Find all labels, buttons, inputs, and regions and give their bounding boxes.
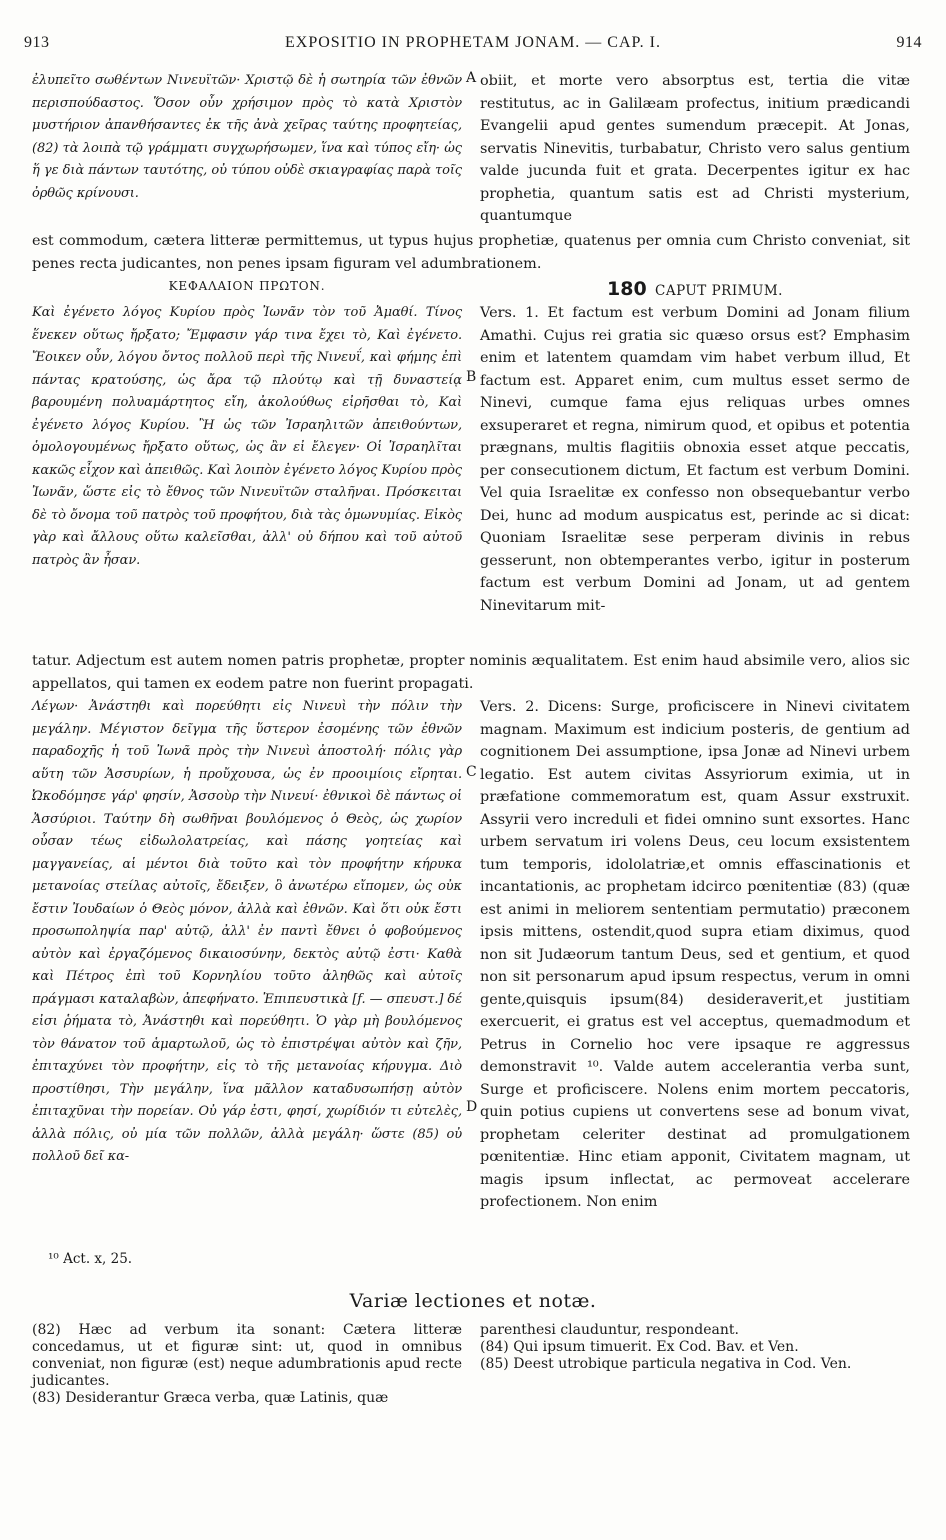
note-85: (85) Deest utrobique particula negativa in Cod. Ven. <box>480 1356 852 1372</box>
section1-latin-text: Vers. 1. Et factum est verbum Domini ad Jonam filium Amathi. Cujus rei gratia sic quæso orsus est? Emphasim enim et latentem quamdam vim habet verbum illud, Et factum est. Apparet enim, cum multus esset sermo de Ninevi, cumque fama ejus reliquas urbes omnes exsuperaret et regna, nimirum quod, et opibus et potentia prægnans, multis flagitiis obnoxia esset atque peccatis, per consecutionem dictum, Et factum est verbum Domini. Vel quia Israelitæ ex confesso non obsequebantur verbo Dei, hunc ad modum auspicatus est, perinde ac si dicat: Quoniam Israelitæ sese perperam divinis in rebus gesserunt, non obtemperantes verbo, igitur in posterum factum est verbum Domini ad Jonam, ut ad gentem Ninevitarum mit- <box>480 305 910 614</box>
margin-letter-c: C <box>466 764 477 780</box>
section2-latin-column <box>480 696 910 1214</box>
note-84: (84) Qui ipsum timuerit. Ex Cod. Bav. et Ven. <box>480 1339 799 1355</box>
notes-title: Variæ lectiones et notæ. <box>349 1290 597 1312</box>
note-82: (82) Hæc ad verbum ita sonant: Cætera litteræ concedamus, ut et figuræ sint: ut, quod in omnibus conveniat, non figuræ (est) neque adumbrationis apud recte judicantes. <box>32 1322 462 1389</box>
intro-full-width <box>32 230 910 275</box>
section1-greek-text: Καὶ ἐγένετο λόγος Κυρίου πρὸς Ἰωνᾶν τὸν τοῦ Ἀμαθί. Τίνος ἕνεκεν οὕτως ἤρξατο; Ἔμφασιν γάρ τινα ἔχει τὸ, Καὶ ἐγένετο. Ἔοικεν οὖν, λόγου ὄντος πολλοῦ περὶ τῆς Νινευΐ, καὶ φήμης ἐπὶ πάντας κρατούσης, ὡς ἄρα τῷ πλούτῳ καὶ τῇ δυναστείᾳ βαρουμένη πολυαμάρτητος εἴη, ἀκολούθως εἰρῆσθαι τὸ, Καὶ ἐγένετο λόγος Κυρίου. Ἢ ὡς τῶν Ἰσραηλιτῶν ἀπειθούντων, ὁμολογουμένως ἤρξατο οὕτως, ὡς ἂν εἰ ἔλεγεν· Οἱ Ἰσραηλῖται κακῶς εἶχον καὶ ἀπειθῶς. Καὶ λοιπὸν ἐγένετο λόγος Κυρίου πρὸς Ἰωνᾶν, ὥστε εἰς τὸ ἔθνος τῶν Νινευϊτῶν σταλῆναι. Πρόσκειται δὲ τὸ ὄνομα τοῦ πατρὸς τοῦ προφήτου, διὰ τὰς ὁμωνυμίας. Εἰκὸς γὰρ καὶ ἄλλους οὕτω καλεῖσθαι, ἀλλ' οὐ δήπου καὶ τοῦ αὐτοῦ πατρὸς ἂν ἦσαν. <box>32 305 462 568</box>
intro-latin-text: obiit, et morte vero absorptus est, tertia die vitæ restitutus, ac in Galilæam profectus, initium prædicandi Evangelii apud gentes sumendum præcepit. At Jonas, servatis Ninevitis, turbabatur, Christo vero salus gentium valde jucunda fuit et grata. Decerpentes igitur ex hac prophetia, quantum satis est ad Christi mysterium, quantumque <box>480 73 910 224</box>
margin-letter-d: D <box>466 1099 478 1115</box>
intro-greek-text: ἐλυπεῖτο σωθέντων Νινευϊτῶν· Χριστῷ δὲ ἡ σωτηρία τῶν ἐθνῶν περισπούδαστος. Ὅσον οὖν χρήσιμον πρὸς τὸ κατὰ Χριστὸν μυστήριον ἀπανθήσαντες ἐκ τῆς ἀνὰ χεῖρας ταύτης προφητείας, (82) τὰ λοιπὰ τῷ γράμματι συγχωρήσωμεν, ἵνα καὶ τύπος εἴη· ὡς ἥ γε διὰ πάντων ταυτότης, οὐ τύπου οὐδὲ σκιαγραφίας παρὰ τοῖς ὀρθῶς κρίνουσι. <box>32 73 462 201</box>
section2-greek-text: Λέγων· Ἀνάστηθι καὶ πορεύθητι εἰς Νινευὶ τὴν πόλιν τὴν μεγάλην. Μέγιστον δεῖγμα τῆς ὕστερον ἐσομένης τῶν ἐθνῶν παραδοχῆς ἡ τοῦ Ἰωνᾶ πρὸς τὴν Νινευὶ ἀποστολή· πόλις γὰρ αὕτη τῶν Ἀσσυρίων, ἡ προὔχουσα, ὡς ἐν προοιμίοις εἴρηται. Ὠκοδόμησε γάρ' φησίν, Ἀσσοὺρ τὴν Νινευί· ἐθνικοὶ δὲ πάντως οἱ Ἀσσύριοι. Ταύτην δὴ σωθῆναι βουλόμενος ὁ Θεὸς, ὡς χωρίον οὖσαν τέως εἰδωλολατρείας, καὶ πάσης γοητείας καὶ μαγγανείας, αἱ μέντοι διὰ τοῦτο καὶ τὸν προφήτην κήρυκα μετανοίας στείλας αὐτοῖς, ἔδειξεν, ὃ ἀνωτέρω εἴπομεν, ὡς οὐκ ἔστιν Ἰουδαίων ὁ Θεὸς μόνον, ἀλλὰ καὶ ἐθνῶν. Καὶ ὅτι οὐκ ἔστι προσωποληψία παρ' αὐτῷ, ἀλλ' ἐν παντὶ ἔθνει ὁ φοβούμενος αὐτὸν καὶ ἐργαζόμενος δικαιοσύνην, δεκτὸς αὐτῷ ἐστι· Καθὰ καὶ Πέτρος ἐπὶ τοῦ Κορνηλίου τοῦτο ἀληθῶς καὶ αὐτοῖς πράγμασι καταλαβὼν, ἀπεφήνατο. Ἐπιπευστικὰ [f. — σπευστ.] δέ εἰσι ῥήματα τὸ, Ἀνάστηθι καὶ πορεύθητι. Ὁ γὰρ μὴ βουλόμενος τὸν θάνατον τοῦ ἁμαρτωλοῦ, ὡς τὸ ἐπιστρέψαι αὐτὸν καὶ ζῆν, ἐπιταχύνει τὸν προφήτην, εἰς τὸ τῆς μετανοίας κήρυγμα. Διὸ προστίθησι, Τὴν μεγάλην, ἵνα μᾶλλον καταδυσωπήσῃ αὐτὸν ἐπιταχῦναι τὴν πορείαν. Οὐ γάρ ἐστι, φησί, χωρίδιόν τι εὐτελὲς, ἀλλὰ πόλις, οὐ μία τῶν πολλῶν, ἀλλὰ μεγάλη· ὥστε (85) οὐ πολλοῦ δεῖ κα- <box>32 699 462 1164</box>
running-header <box>24 34 922 56</box>
margin-letter-a: A <box>466 70 477 86</box>
page-number-left: 913 <box>24 34 50 51</box>
chapter-heading-latin <box>480 278 910 300</box>
intro-full-text: est commodum, cætera litteræ permittemus, ut typus hujus prophetiæ, quatenus per omnia cum Christo conveniat, sit penes recta judicantes, non penes ipsam figuram vel adumbrationem. <box>32 233 910 272</box>
section2-greek-column <box>32 696 462 1169</box>
section1-full-width <box>32 650 910 695</box>
section1-greek-column <box>32 302 462 572</box>
page-number-right: 914 <box>896 34 922 51</box>
notes-right-column <box>480 1322 910 1373</box>
note-83-continued: parenthesi clauduntur, respondeant. <box>480 1322 739 1338</box>
running-title: EXPOSITIO IN PROPHETAM JONAM. — CAP. I. <box>285 34 661 51</box>
intro-greek-column <box>32 70 462 205</box>
note-83: (83) Desiderantur Græca verba, quæ Latinis, quæ <box>32 1390 389 1406</box>
section2-latin-text: Vers. 2. Dicens: Surge, proficiscere in Ninevi civitatem magnam. Maximum est indicium posteris, de gentium ad cognitionem Dei assumptione, ipsa Jonæ ad Ninevi urbem legatio. Est autem civitas Assyriorum eximia, ut in præfatione commemoratum est, quam Assur exstruxit. Assyrii vero increduli et fidei omnino sunt exsortes. Hanc urbem servatum iri volens Deus, ceu locum exsistentem tum temporis, idololatriæ,et omnis effascinationis et incantationis, ac prophetam idcirco pœnitentiæ (83) (quæ est animi in meliorem sententiam permutatio) præconem ipsis mittens, ostendit,quod supra etiam diximus, quod non sit Judæorum tantum Deus, sed et gentium, et quod non sit personarum apud ipsum respectus, verum in omni gente,quisquis ipsum(84) desideraverit,et justitiam exercuerit, ei gratus est vel acceptus, quemadmodum et Petrus in Cornelio hoc vere ipsaque re aggressus demonstravit ¹⁰. Valde autem accelerantia verba sunt, Surge et proficiscere. Nolens enim mortem peccatoris, quin potius cupiens ut convertens sese ad bonum vivat, prophetam celeriter destinat ad promulgationem pœnitentiæ. Hinc etiam apponit, Civitatem magnam, ut magis ipsum inflectat, ac permoveat accelerare profectionem. Non enim <box>480 699 910 1210</box>
chapter-title: CAPUT PRIMUM. <box>654 283 783 299</box>
chapter-heading-greek: ΚΕΦΑΛΑΙΟΝ ΠΡΩΤΟΝ. <box>168 279 326 293</box>
notes-left-column <box>32 1322 462 1407</box>
section1-full-text: tatur. Adjectum est autem nomen patris prophetæ, propter nominis æqualitatem. Est enim haud absimile vero, alios sic appellatos, qui tamen ex eodem patre non fuerint propagati. <box>32 653 910 692</box>
section1-latin-column <box>480 302 910 617</box>
intro-latin-column <box>480 70 910 228</box>
column-number: 180 <box>607 278 647 300</box>
footnote: ¹⁰ Act. x, 25. <box>48 1251 133 1267</box>
margin-letter-b: B <box>466 369 477 385</box>
